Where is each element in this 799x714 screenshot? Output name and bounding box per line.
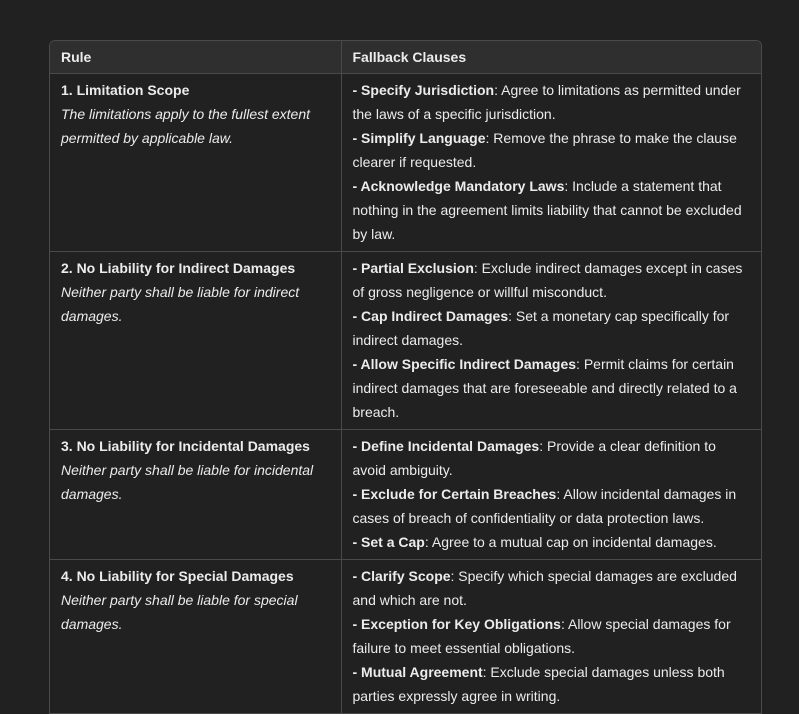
clause-text: : Specify which special damages are excluded and which are not. <box>352 568 737 608</box>
rule-title: 4. No Liability for Special Damages <box>61 568 294 584</box>
table-row <box>50 252 761 430</box>
fallback-clause <box>353 482 751 530</box>
rule-title: 2. No Liability for Indirect Damages <box>61 260 296 276</box>
rule-description: Neither party shall be liable for incidental damages. <box>61 462 314 502</box>
clause-name: - Exclude for Certain Breaches <box>352 486 557 502</box>
clause-name: - Specify Jurisdiction <box>352 82 495 98</box>
clause-name: - Simplify Language <box>352 130 486 146</box>
fallback-cell <box>341 560 761 714</box>
clause-name: - Partial Exclusion <box>352 260 474 276</box>
clause-text: : Exclude indirect damages except in cases of gross negligence or willful misconduct. <box>352 260 743 300</box>
fallback-clause <box>353 174 751 246</box>
rule-description: Neither party shall be liable for special damages. <box>61 592 298 632</box>
fallback-clause <box>353 352 751 424</box>
rule-cell <box>50 74 341 252</box>
fallback-cell <box>341 74 761 252</box>
fallback-clause <box>353 126 751 174</box>
rule-title: 3. No Liability for Incidental Damages <box>61 438 310 454</box>
fallback-clause <box>353 660 751 708</box>
clause-text: : Allow special damages for failure to meet essential obligations. <box>352 616 731 656</box>
fallback-cell <box>341 252 761 430</box>
header-rule: Rule <box>50 41 341 74</box>
table-row <box>50 430 761 560</box>
clause-text: : Agree to limitations as permitted under the laws of a specific jurisdiction. <box>352 82 741 122</box>
clause-name: - Set a Cap <box>352 534 425 550</box>
rule-description: Neither party shall be liable for indirect damages. <box>61 284 300 324</box>
rule-cell <box>50 252 341 430</box>
rule-title: 1. Limitation Scope <box>61 82 190 98</box>
fallback-clause <box>353 434 751 482</box>
clause-text: : Remove the phrase to make the clause clearer if requested. <box>352 130 737 170</box>
clause-text: : Include a statement that nothing in the agreement limits liability that cannot be excluded by law. <box>352 178 742 242</box>
table-row <box>50 74 761 252</box>
clause-text: : Exclude special damages unless both parties expressly agree in writing. <box>352 664 725 704</box>
rule-cell <box>50 430 341 560</box>
table-header-row <box>50 41 761 74</box>
clause-text: : Agree to a mutual cap on incidental damages. <box>424 534 717 550</box>
fallback-clause <box>353 564 751 612</box>
fallback-cell <box>341 430 761 560</box>
fallback-clause <box>353 530 751 554</box>
rules-table <box>50 41 761 714</box>
clause-text: : Provide a clear definition to avoid ambiguity. <box>352 438 716 478</box>
clause-name: - Clarify Scope <box>352 568 451 584</box>
clause-name: - Define Incidental Damages <box>352 438 540 454</box>
fallback-clause <box>353 304 751 352</box>
clause-name: - Mutual Agreement <box>352 664 483 680</box>
clause-name: - Acknowledge Mandatory Laws <box>352 178 565 194</box>
clause-text: : Permit claims for certain indirect damages that are foreseeable and directly related to a breach. <box>352 356 737 420</box>
clause-name: - Allow Specific Indirect Damages <box>352 356 577 372</box>
clause-text: : Allow incidental damages in cases of breach of confidentiality or data protection laws. <box>352 486 737 526</box>
header-fallback-clauses: Fallback Clauses <box>341 41 761 74</box>
fallback-clause <box>353 256 751 304</box>
fallback-clause <box>353 78 751 126</box>
clause-name: - Cap Indirect Damages <box>352 308 509 324</box>
fallback-clause <box>353 612 751 660</box>
fallback-clauses-table <box>49 40 762 714</box>
rule-cell <box>50 560 341 714</box>
clause-name: - Exception for Key Obligations <box>352 616 561 632</box>
clause-text: : Set a monetary cap specifically for indirect damages. <box>352 308 730 348</box>
table-row <box>50 560 761 714</box>
rule-description: The limitations apply to the fullest extent permitted by applicable law. <box>61 106 311 146</box>
